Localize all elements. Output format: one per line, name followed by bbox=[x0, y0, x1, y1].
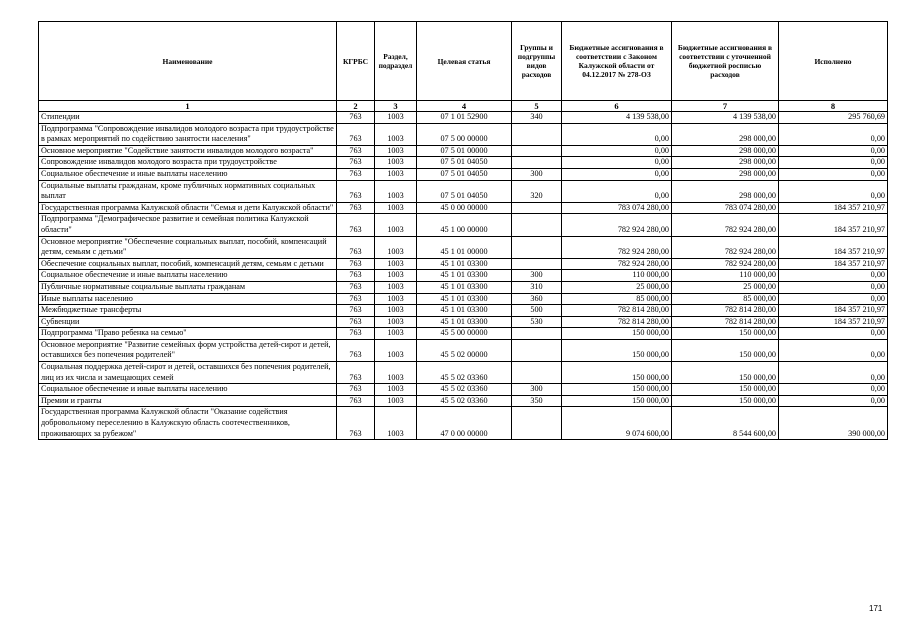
cell-section: 1003 bbox=[375, 316, 417, 328]
cell-group: 500 bbox=[512, 305, 562, 317]
cell-name: Иные выплаты населению bbox=[39, 293, 337, 305]
cell-group bbox=[512, 407, 562, 440]
cell-refined-allocation: 150 000,00 bbox=[672, 362, 779, 384]
cell-executed: 184 357 210,97 bbox=[779, 236, 888, 258]
cell-refined-allocation: 782 924 280,00 bbox=[672, 214, 779, 236]
cell-target: 45 5 02 00000 bbox=[417, 339, 512, 361]
cell-executed: 0,00 bbox=[779, 328, 888, 340]
cell-name: Основное мероприятие "Содействие занятости инвалидов молодого возраста" bbox=[39, 145, 337, 157]
cell-target: 45 1 01 03300 bbox=[417, 281, 512, 293]
cell-law-allocation: 0,00 bbox=[562, 180, 672, 202]
cell-executed: 295 760,69 bbox=[779, 112, 888, 124]
table-row bbox=[39, 112, 888, 124]
cell-name: Социальные выплаты гражданам, кроме публичных нормативных социальных выплат bbox=[39, 180, 337, 202]
column-number: 8 bbox=[779, 101, 888, 112]
cell-executed: 0,00 bbox=[779, 123, 888, 145]
cell-executed: 0,00 bbox=[779, 293, 888, 305]
cell-group bbox=[512, 157, 562, 169]
cell-group: 350 bbox=[512, 395, 562, 407]
cell-target: 47 0 00 00000 bbox=[417, 407, 512, 440]
cell-section: 1003 bbox=[375, 407, 417, 440]
cell-kgrbs: 763 bbox=[337, 168, 375, 180]
cell-group bbox=[512, 328, 562, 340]
cell-refined-allocation: 782 924 280,00 bbox=[672, 236, 779, 258]
cell-group: 300 bbox=[512, 168, 562, 180]
cell-law-allocation: 0,00 bbox=[562, 145, 672, 157]
cell-group: 320 bbox=[512, 180, 562, 202]
cell-target: 45 5 02 03360 bbox=[417, 395, 512, 407]
cell-kgrbs: 763 bbox=[337, 316, 375, 328]
cell-kgrbs: 763 bbox=[337, 214, 375, 236]
cell-law-allocation: 0,00 bbox=[562, 123, 672, 145]
cell-section: 1003 bbox=[375, 157, 417, 169]
cell-kgrbs: 763 bbox=[337, 328, 375, 340]
cell-group: 360 bbox=[512, 293, 562, 305]
cell-name: Государственная программа Калужской области "Семья и дети Калужской области" bbox=[39, 202, 337, 214]
cell-refined-allocation: 150 000,00 bbox=[672, 395, 779, 407]
cell-target: 07 5 01 04050 bbox=[417, 168, 512, 180]
table-row bbox=[39, 395, 888, 407]
table-row bbox=[39, 281, 888, 293]
table-row bbox=[39, 384, 888, 396]
cell-kgrbs: 763 bbox=[337, 236, 375, 258]
cell-executed: 0,00 bbox=[779, 168, 888, 180]
cell-refined-allocation: 782 924 280,00 bbox=[672, 258, 779, 270]
cell-kgrbs: 763 bbox=[337, 202, 375, 214]
cell-executed: 0,00 bbox=[779, 395, 888, 407]
table-row bbox=[39, 316, 888, 328]
cell-target: 07 5 01 04050 bbox=[417, 157, 512, 169]
page-number: 171 bbox=[869, 604, 883, 613]
table-row bbox=[39, 258, 888, 270]
cell-law-allocation: 150 000,00 bbox=[562, 328, 672, 340]
header-groups: Группы и подгруппы видов расходов bbox=[512, 22, 562, 101]
cell-section: 1003 bbox=[375, 328, 417, 340]
cell-refined-allocation: 8 544 600,00 bbox=[672, 407, 779, 440]
cell-group bbox=[512, 214, 562, 236]
cell-target: 45 1 00 00000 bbox=[417, 214, 512, 236]
cell-law-allocation: 0,00 bbox=[562, 157, 672, 169]
budget-table bbox=[38, 21, 888, 440]
header-target: Целевая статья bbox=[417, 22, 512, 101]
table-row bbox=[39, 145, 888, 157]
cell-executed: 184 357 210,97 bbox=[779, 258, 888, 270]
cell-kgrbs: 763 bbox=[337, 281, 375, 293]
cell-section: 1003 bbox=[375, 180, 417, 202]
cell-kgrbs: 763 bbox=[337, 395, 375, 407]
cell-name: Премии и гранты bbox=[39, 395, 337, 407]
cell-target: 45 1 01 03300 bbox=[417, 316, 512, 328]
cell-law-allocation: 782 924 280,00 bbox=[562, 214, 672, 236]
cell-refined-allocation: 298 000,00 bbox=[672, 180, 779, 202]
cell-executed: 0,00 bbox=[779, 157, 888, 169]
cell-name: Социальное обеспечение и иные выплаты населению bbox=[39, 270, 337, 282]
cell-kgrbs: 763 bbox=[337, 270, 375, 282]
cell-law-allocation: 150 000,00 bbox=[562, 362, 672, 384]
table-row bbox=[39, 168, 888, 180]
header-executed: Исполнено bbox=[779, 22, 888, 101]
column-number: 5 bbox=[512, 101, 562, 112]
cell-target: 07 1 01 52900 bbox=[417, 112, 512, 124]
cell-executed: 184 357 210,97 bbox=[779, 316, 888, 328]
cell-section: 1003 bbox=[375, 168, 417, 180]
column-number-row bbox=[39, 101, 888, 112]
cell-refined-allocation: 298 000,00 bbox=[672, 123, 779, 145]
cell-executed: 0,00 bbox=[779, 270, 888, 282]
table-row bbox=[39, 202, 888, 214]
table-body bbox=[39, 112, 888, 440]
column-number: 6 bbox=[562, 101, 672, 112]
cell-name: Публичные нормативные социальные выплаты гражданам bbox=[39, 281, 337, 293]
cell-section: 1003 bbox=[375, 145, 417, 157]
table-row bbox=[39, 214, 888, 236]
cell-name: Сопровождение инвалидов молодого возраста при трудоустройстве bbox=[39, 157, 337, 169]
cell-executed: 0,00 bbox=[779, 281, 888, 293]
cell-group bbox=[512, 145, 562, 157]
cell-name: Социальная поддержка детей-сирот и детей, оставшихся без попечения родителей, лиц из их числа и замещающих семей bbox=[39, 362, 337, 384]
header-name: Наименование bbox=[39, 22, 337, 101]
cell-kgrbs: 763 bbox=[337, 145, 375, 157]
cell-executed: 0,00 bbox=[779, 384, 888, 396]
column-number: 4 bbox=[417, 101, 512, 112]
table-row bbox=[39, 407, 888, 440]
cell-target: 45 1 01 00000 bbox=[417, 236, 512, 258]
cell-name: Подпрограмма "Право ребенка на семью" bbox=[39, 328, 337, 340]
cell-section: 1003 bbox=[375, 236, 417, 258]
cell-name: Социальное обеспечение и иные выплаты населению bbox=[39, 384, 337, 396]
cell-executed: 0,00 bbox=[779, 362, 888, 384]
cell-law-allocation: 0,00 bbox=[562, 168, 672, 180]
cell-kgrbs: 763 bbox=[337, 112, 375, 124]
cell-law-allocation: 150 000,00 bbox=[562, 384, 672, 396]
cell-name: Межбюджетные трансферты bbox=[39, 305, 337, 317]
cell-kgrbs: 763 bbox=[337, 362, 375, 384]
cell-refined-allocation: 298 000,00 bbox=[672, 157, 779, 169]
cell-kgrbs: 763 bbox=[337, 339, 375, 361]
cell-section: 1003 bbox=[375, 270, 417, 282]
header-section: Раздел, подраздел bbox=[375, 22, 417, 101]
table-row bbox=[39, 362, 888, 384]
cell-executed: 0,00 bbox=[779, 339, 888, 361]
cell-refined-allocation: 85 000,00 bbox=[672, 293, 779, 305]
header-row bbox=[39, 22, 888, 101]
cell-executed: 390 000,00 bbox=[779, 407, 888, 440]
cell-refined-allocation: 4 139 538,00 bbox=[672, 112, 779, 124]
column-number: 7 bbox=[672, 101, 779, 112]
table-row bbox=[39, 270, 888, 282]
cell-section: 1003 bbox=[375, 384, 417, 396]
cell-law-allocation: 782 814 280,00 bbox=[562, 316, 672, 328]
cell-target: 45 5 02 03360 bbox=[417, 384, 512, 396]
table-row bbox=[39, 305, 888, 317]
cell-name: Государственная программа Калужской области "Оказание содействия добровольному переселению в Калужскую область соотечественников, проживающих за рубежом" bbox=[39, 407, 337, 440]
cell-refined-allocation: 782 814 280,00 bbox=[672, 305, 779, 317]
cell-name: Подпрограмма "Сопровождение инвалидов молодого возраста при трудоустройстве в рамках мероприятий по содействию занятости населения" bbox=[39, 123, 337, 145]
cell-group bbox=[512, 123, 562, 145]
cell-refined-allocation: 110 000,00 bbox=[672, 270, 779, 282]
table-row bbox=[39, 293, 888, 305]
cell-target: 45 0 00 00000 bbox=[417, 202, 512, 214]
header-kgrbs: КГРБС bbox=[337, 22, 375, 101]
cell-law-allocation: 25 000,00 bbox=[562, 281, 672, 293]
cell-name: Стипендии bbox=[39, 112, 337, 124]
cell-executed: 0,00 bbox=[779, 145, 888, 157]
cell-section: 1003 bbox=[375, 258, 417, 270]
cell-refined-allocation: 298 000,00 bbox=[672, 145, 779, 157]
cell-refined-allocation: 25 000,00 bbox=[672, 281, 779, 293]
cell-target: 45 1 01 03300 bbox=[417, 305, 512, 317]
cell-target: 45 1 01 03300 bbox=[417, 258, 512, 270]
cell-name: Основное мероприятие "Обеспечение социальных выплат, пособий, компенсаций детям, семьям с детьми" bbox=[39, 236, 337, 258]
cell-section: 1003 bbox=[375, 123, 417, 145]
cell-section: 1003 bbox=[375, 305, 417, 317]
cell-section: 1003 bbox=[375, 362, 417, 384]
cell-group: 300 bbox=[512, 270, 562, 282]
table-row bbox=[39, 180, 888, 202]
header-law-allocation: Бюджетные ассигнования в соответствии с Законом Калужской области от 04.12.2017 № 278-ОЗ bbox=[562, 22, 672, 101]
cell-group: 300 bbox=[512, 384, 562, 396]
cell-section: 1003 bbox=[375, 339, 417, 361]
cell-kgrbs: 763 bbox=[337, 384, 375, 396]
cell-refined-allocation: 783 074 280,00 bbox=[672, 202, 779, 214]
cell-kgrbs: 763 bbox=[337, 293, 375, 305]
cell-refined-allocation: 298 000,00 bbox=[672, 168, 779, 180]
cell-kgrbs: 763 bbox=[337, 258, 375, 270]
cell-law-allocation: 783 074 280,00 bbox=[562, 202, 672, 214]
cell-law-allocation: 9 074 600,00 bbox=[562, 407, 672, 440]
cell-name: Основное мероприятие "Развитие семейных форм устройства детей-сирот и детей, оставшихся без попечения родителей" bbox=[39, 339, 337, 361]
cell-refined-allocation: 150 000,00 bbox=[672, 384, 779, 396]
cell-executed: 184 357 210,97 bbox=[779, 202, 888, 214]
cell-target: 07 5 00 00000 bbox=[417, 123, 512, 145]
cell-refined-allocation: 782 814 280,00 bbox=[672, 316, 779, 328]
cell-law-allocation: 782 924 280,00 bbox=[562, 258, 672, 270]
cell-kgrbs: 763 bbox=[337, 407, 375, 440]
cell-section: 1003 bbox=[375, 395, 417, 407]
cell-law-allocation: 4 139 538,00 bbox=[562, 112, 672, 124]
cell-group bbox=[512, 362, 562, 384]
cell-law-allocation: 150 000,00 bbox=[562, 395, 672, 407]
cell-group: 310 bbox=[512, 281, 562, 293]
cell-target: 45 1 01 03300 bbox=[417, 293, 512, 305]
cell-group: 340 bbox=[512, 112, 562, 124]
cell-law-allocation: 150 000,00 bbox=[562, 339, 672, 361]
cell-section: 1003 bbox=[375, 214, 417, 236]
cell-group bbox=[512, 236, 562, 258]
header-refined-allocation: Бюджетные ассигнования в соответствии с уточненной бюджетной росписью расходов bbox=[672, 22, 779, 101]
cell-target: 45 5 02 03360 bbox=[417, 362, 512, 384]
cell-name: Подпрограмма "Демографическое развитие и семейная политика Калужской области" bbox=[39, 214, 337, 236]
table-row bbox=[39, 236, 888, 258]
cell-name: Социальное обеспечение и иные выплаты населению bbox=[39, 168, 337, 180]
cell-target: 45 5 00 00000 bbox=[417, 328, 512, 340]
cell-target: 07 5 01 00000 bbox=[417, 145, 512, 157]
cell-name: Обеспечение социальных выплат, пособий, компенсаций детям, семьям с детьми bbox=[39, 258, 337, 270]
cell-section: 1003 bbox=[375, 293, 417, 305]
cell-target: 45 1 01 03300 bbox=[417, 270, 512, 282]
budget-sheet bbox=[38, 21, 887, 440]
cell-name: Субвенции bbox=[39, 316, 337, 328]
table-row bbox=[39, 339, 888, 361]
column-number: 2 bbox=[337, 101, 375, 112]
cell-group: 530 bbox=[512, 316, 562, 328]
cell-law-allocation: 782 814 280,00 bbox=[562, 305, 672, 317]
cell-target: 07 5 01 04050 bbox=[417, 180, 512, 202]
cell-kgrbs: 763 bbox=[337, 123, 375, 145]
table-row bbox=[39, 123, 888, 145]
cell-refined-allocation: 150 000,00 bbox=[672, 339, 779, 361]
cell-executed: 184 357 210,97 bbox=[779, 214, 888, 236]
column-number: 3 bbox=[375, 101, 417, 112]
cell-group bbox=[512, 202, 562, 214]
cell-law-allocation: 782 924 280,00 bbox=[562, 236, 672, 258]
table-row bbox=[39, 328, 888, 340]
cell-kgrbs: 763 bbox=[337, 305, 375, 317]
column-number: 1 bbox=[39, 101, 337, 112]
cell-kgrbs: 763 bbox=[337, 157, 375, 169]
cell-section: 1003 bbox=[375, 281, 417, 293]
cell-law-allocation: 85 000,00 bbox=[562, 293, 672, 305]
cell-section: 1003 bbox=[375, 202, 417, 214]
cell-kgrbs: 763 bbox=[337, 180, 375, 202]
cell-group bbox=[512, 339, 562, 361]
cell-group bbox=[512, 258, 562, 270]
cell-law-allocation: 110 000,00 bbox=[562, 270, 672, 282]
cell-executed: 184 357 210,97 bbox=[779, 305, 888, 317]
cell-section: 1003 bbox=[375, 112, 417, 124]
cell-refined-allocation: 150 000,00 bbox=[672, 328, 779, 340]
table-row bbox=[39, 157, 888, 169]
cell-executed: 0,00 bbox=[779, 180, 888, 202]
